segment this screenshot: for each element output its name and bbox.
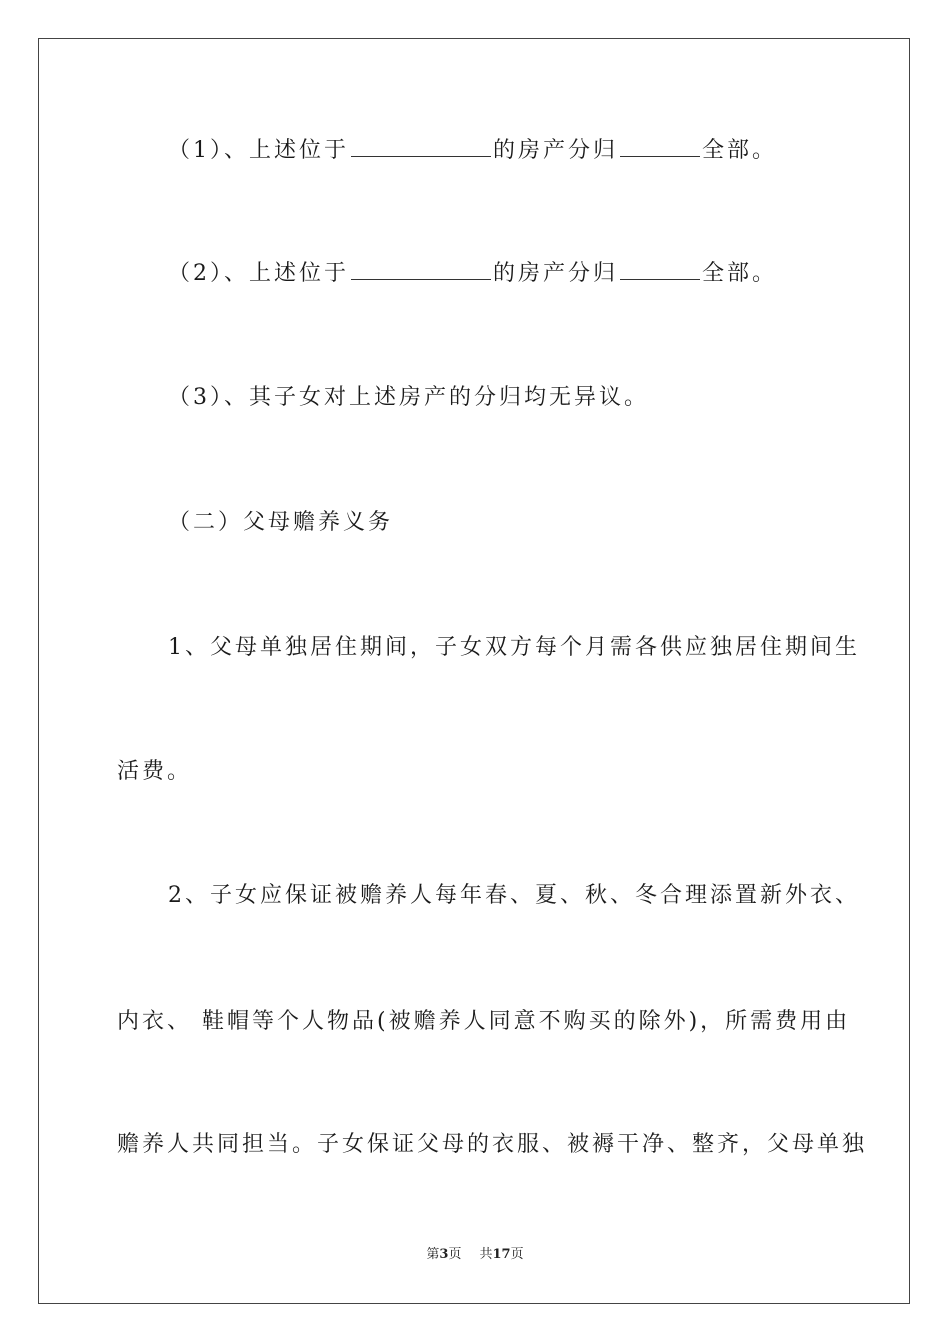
- clause-1-line-2: 活费。: [117, 759, 193, 784]
- paragraph-item-3: （3）、其子女对上述房产的分归均无异议。: [168, 385, 649, 410]
- footer-total-pages: 17: [492, 1247, 511, 1262]
- item-1-middle: 的房产分归: [493, 138, 619, 163]
- paragraph-item-1: [168, 136, 777, 166]
- footer-total-prefix: 共: [479, 1247, 493, 1262]
- clause-1-line-1: 1、父母单独居住期间，子女双方每个月需各供应独居住期间生: [168, 635, 860, 660]
- footer-page-number: 3: [439, 1247, 449, 1262]
- footer-total-suffix: 页: [510, 1247, 524, 1262]
- location-blank-2[interactable]: [351, 259, 491, 280]
- footer-page-prefix: 第: [426, 1247, 440, 1262]
- item-2-middle: 的房产分归: [493, 261, 619, 286]
- item-2-suffix: 全部。: [702, 261, 778, 286]
- location-blank-1[interactable]: [351, 136, 491, 157]
- clause-2-line-3: 赡养人共同担当。子女保证父母的衣服、被褥干净、整齐，父母单独: [117, 1132, 868, 1157]
- page-footer: [0, 1246, 950, 1264]
- clause-2-line-1: 2、子女应保证被赡养人每年春、夏、秋、冬合理添置新外衣、: [168, 883, 860, 908]
- item-2-prefix: （2）、上述位于: [168, 261, 349, 286]
- item-1-suffix: 全部。: [702, 138, 778, 163]
- owner-blank-1[interactable]: [620, 136, 700, 157]
- clause-2-line-2: 内衣、 鞋帽等个人物品(被赡养人同意不购买的除外)，所需费用由: [117, 1009, 851, 1034]
- footer-page-suffix: 页: [448, 1247, 462, 1262]
- item-1-prefix: （1）、上述位于: [168, 138, 349, 163]
- owner-blank-2[interactable]: [620, 259, 700, 280]
- page-border: [38, 38, 910, 1304]
- paragraph-item-2: [168, 259, 777, 289]
- section-heading-support-duty: （二）父母赡养义务: [168, 510, 394, 535]
